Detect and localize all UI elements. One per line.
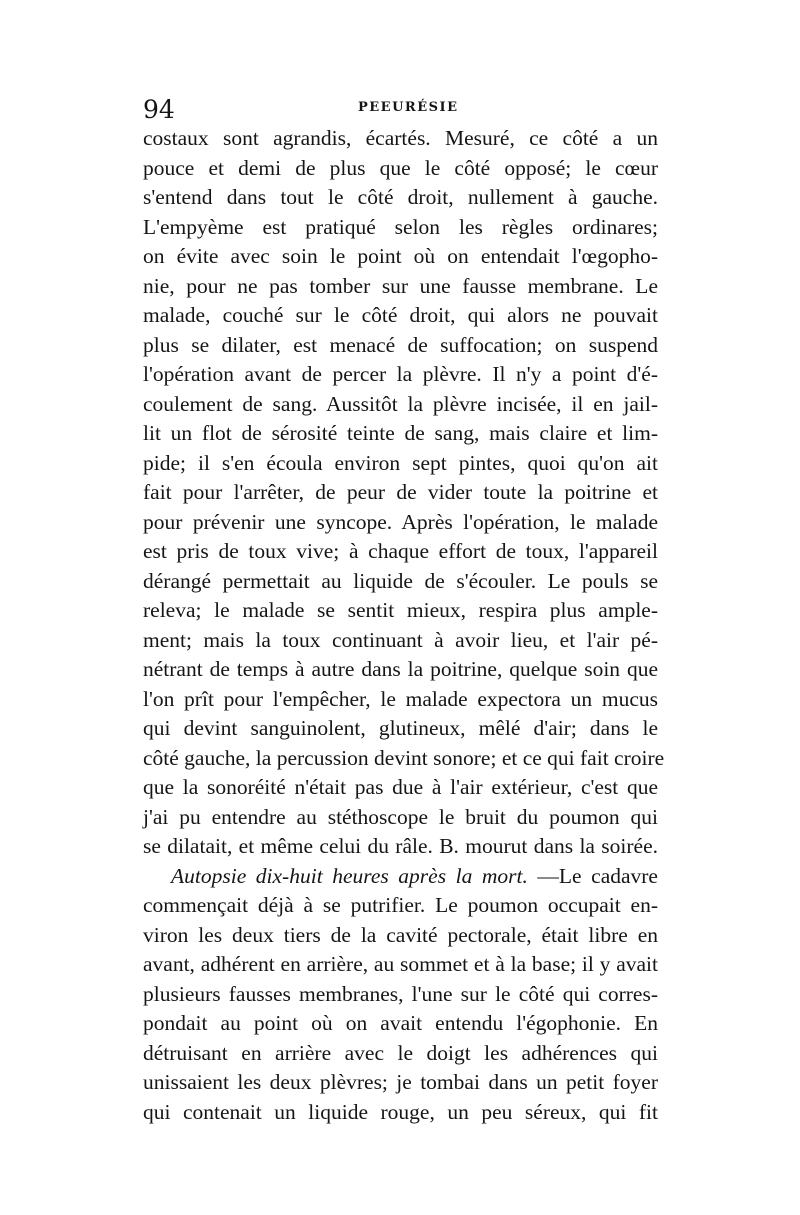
text-line: pouce et demi de plus que le côté opposé; le cœur [143,155,658,180]
text-line: s'entend dans tout le côté droit, nullement à gauche. [143,185,658,209]
paragraph-2 [143,862,658,1128]
text-line: j'ai pu entendre au stéthoscope le bruit du poumon qui [143,804,658,829]
text-line: pide; il s'en écoula environ sept pintes, quoi qu'on ait [143,450,658,475]
text-line: dérangé permettait au liquide de s'écouler. Le pouls se [143,568,658,593]
text-line: nétrant de temps à autre dans la poitrine, quelque soin que [143,657,658,681]
text-line: plusieurs fausses membranes, l'une sur le côté qui corres- [143,981,658,1006]
page-header [143,96,658,124]
text-line: nie, pour ne pas tomber sur une fausse membrane. Le [143,273,658,298]
text-block [143,124,665,1127]
text-line: releva; le malade se sentit mieux, respira plus ample- [143,598,658,622]
text-line: détruisant en arrière avec le doigt les adhérences qui [143,1040,658,1065]
text-line: costaux sont agrandis, écartés. Mesuré, ce côté a un [143,126,658,150]
text-line: est pris de toux vive; à chaque effort de toux, l'appareil [143,539,658,563]
autopsy-lead-rest: —Le cadavre [527,863,658,888]
text-line: que la sonoréité n'était pas due à l'air extérieur, c'est que [143,775,658,799]
text-line: ment; mais la toux continuant à avoir lieu, et l'air pé- [143,627,658,652]
text-line: pour prévenir une syncope. Après l'opération, le malade [143,509,658,534]
text-line: l'on prît pour l'empêcher, le malade expectora un mucus [143,686,658,711]
text-line: plus se dilater, est menacé de suffocation; on suspend [143,332,658,357]
text-line: fait pour l'arrêter, de peur de vider toute la poitrine et [143,480,658,504]
page-number: 94 [143,95,175,124]
autopsy-heading: Autopsie dix-huit heures après la mort. [171,863,528,888]
text-line: lit un flot de sérosité teinte de sang, mais claire et lim- [143,421,658,445]
text-line-autopsy-lead [143,862,658,892]
text-line: avant, adhérent en arrière, au sommet et à la base; il y avait [143,952,658,976]
running-head: PEEURÉSIE [358,100,459,115]
text-line: l'opération avant de percer la plèvre. Il n'y a point d'é- [143,362,658,386]
text-line: malade, couché sur le côté droit, qui alors ne pouvait [143,303,658,327]
text-line: viron les deux tiers de la cavité pectorale, était libre en [143,922,658,947]
text-line: L'empyème est pratiqué selon les règles ordinares; [143,214,658,239]
text-line: qui devint sanguinolent, glutineux, mêlé d'air; dans le [143,716,658,740]
text-line: coulement de sang. Aussitôt la plèvre incisée, il en jail- [143,391,658,416]
paragraph-1 [143,124,665,862]
text-line: on évite avec soin le point où on entendait l'œgopho- [143,244,658,268]
text-line: se dilatait, et même celui du râle. B. mourut dans la soirée. [143,834,658,858]
text-line: unissaient les deux plèvres; je tombai dans un petit foyer [143,1070,658,1094]
text-line: qui contenait un liquide rouge, un peu séreux, qui fit [143,1099,658,1124]
text-line: côté gauche, la percussion devint sonore; et ce qui fait croire [143,745,665,770]
text-line: commençait déjà à se putrifier. Le poumon occupait en- [143,893,658,917]
text-line: pondait au point où on avait entendu l'égophonie. En [143,1011,658,1035]
